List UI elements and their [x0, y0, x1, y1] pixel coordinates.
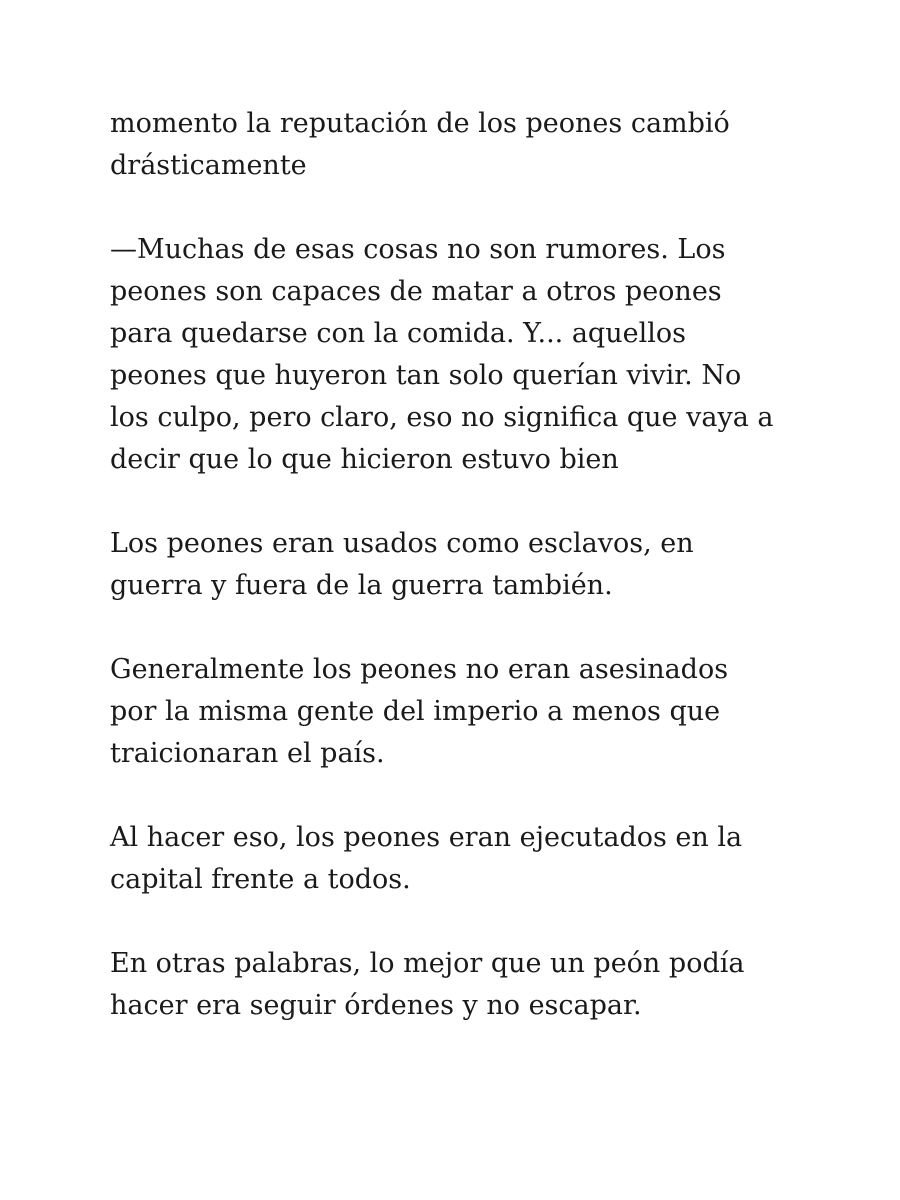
paragraph-conclusion — [110, 943, 800, 1027]
text-line: momento la reputación de los peones cambió — [110, 108, 730, 139]
paragraph-slaves — [110, 523, 800, 607]
text-line: por la misma gente del imperio a menos que — [110, 696, 721, 727]
text-line: —Muchas de esas cosas no son rumores. Los — [110, 234, 726, 265]
text-line: capital frente a todos. — [110, 864, 411, 895]
text-line: hacer era seguir órdenes y no escapar. — [110, 990, 642, 1021]
paragraph-dialogue — [110, 229, 800, 481]
text-line: guerra y fuera de la guerra también. — [110, 570, 613, 601]
text-line: drásticamente — [110, 150, 307, 181]
paragraph-execution — [110, 817, 800, 901]
text-line: traicionaran el país. — [110, 738, 385, 769]
text-line: peones que huyeron tan solo querían vivir. No — [110, 360, 742, 391]
text-line: Los peones eran usados como esclavos, en — [110, 528, 694, 559]
text-line: para quedarse con la comida. Y... aquellos — [110, 318, 686, 349]
text-line: peones son capaces de matar a otros peones — [110, 276, 722, 307]
text-line: los culpo, pero claro, eso no significa que vaya a — [110, 402, 774, 433]
text-line: Al hacer eso, los peones eran ejecutados en la — [110, 822, 743, 853]
paragraph-generally — [110, 649, 800, 775]
text-line: Generalmente los peones no eran asesinados — [110, 654, 729, 685]
document-page — [110, 103, 800, 1027]
text-line: decir que lo que hicieron estuvo bien — [110, 444, 619, 475]
text-line: En otras palabras, lo mejor que un peón podía — [110, 948, 745, 979]
paragraph-reputation — [110, 103, 800, 187]
